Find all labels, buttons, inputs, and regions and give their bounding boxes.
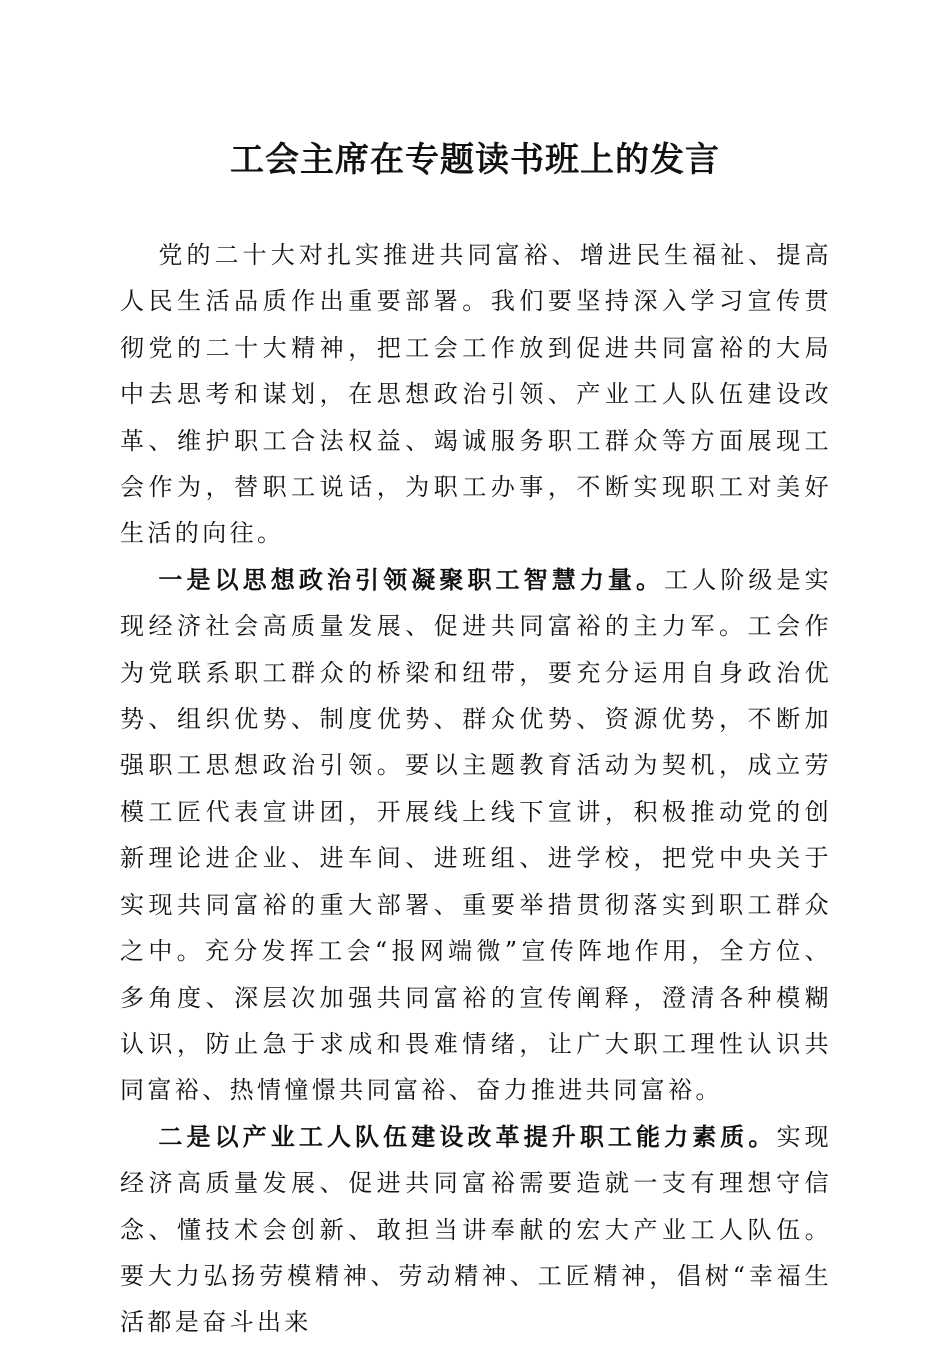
paragraph-point-one <box>120 557 832 1114</box>
paragraph-intro <box>120 232 832 557</box>
paragraph-lead: 二是以产业工人队伍建设改革提升职工能力素质。 <box>158 1121 777 1151</box>
paragraph-lead: 一是以思想政治引领凝聚职工智慧力量。 <box>158 564 665 594</box>
paragraph-text: 党的二十大对扎实推进共同富裕、增进民生福祉、提高人民生活品质作出重要部署。我们要坚持深入学习宣传贯彻党的二十大精神，把工会工作放到促进共同富裕的大局中去思考和谋划，在思想政治引领、产业工人队伍建设改革、维护职工合法权益、竭诚服务职工群众等方面展现工会作为，替职工说话，为职工办事，不断实现职工对美好生活的向往。 <box>120 241 832 548</box>
paragraph-point-two <box>120 1114 832 1346</box>
document-body <box>120 232 832 1346</box>
document-title: 工会主席在专题读书班上的发言 <box>230 140 720 180</box>
paragraph-text: 工人阶级是实现经济社会高质量发展、促进共同富裕的主力军。工会作为党联系职工群众的桥梁和纽带，要充分运用自身政治优势、组织优势、制度优势、群众优势、资源优势，不断加强职工思想政治引领。要以主题教育活动为契机，成立劳模工匠代表宣讲团，开展线上线下宣讲，积极推动党的创新理论进企业、进车间、进班组、进学校，把党中央关于实现共同富裕的重大部署、重要举措贯彻落实到职工群众之中。充分发挥工会“报网端微”宣传阵地作用，全方位、多角度、深层次加强共同富裕的宣传阐释，澄清各种模糊认识，防止急于求成和畏难情绪，让广大职工理性认识共同富裕、热情憧憬共同富裕、奋力推进共同富裕。 <box>120 565 833 1105</box>
paragraph-text: 实现经济高质量发展、促进共同富裕需要造就一支有理想守信念、懂技术会创新、敢担当讲奉献的宏大产业工人队伍。要大力弘扬劳模精神、劳动精神、工匠精神，倡树“幸福生活都是奋斗出来 <box>120 1122 832 1337</box>
